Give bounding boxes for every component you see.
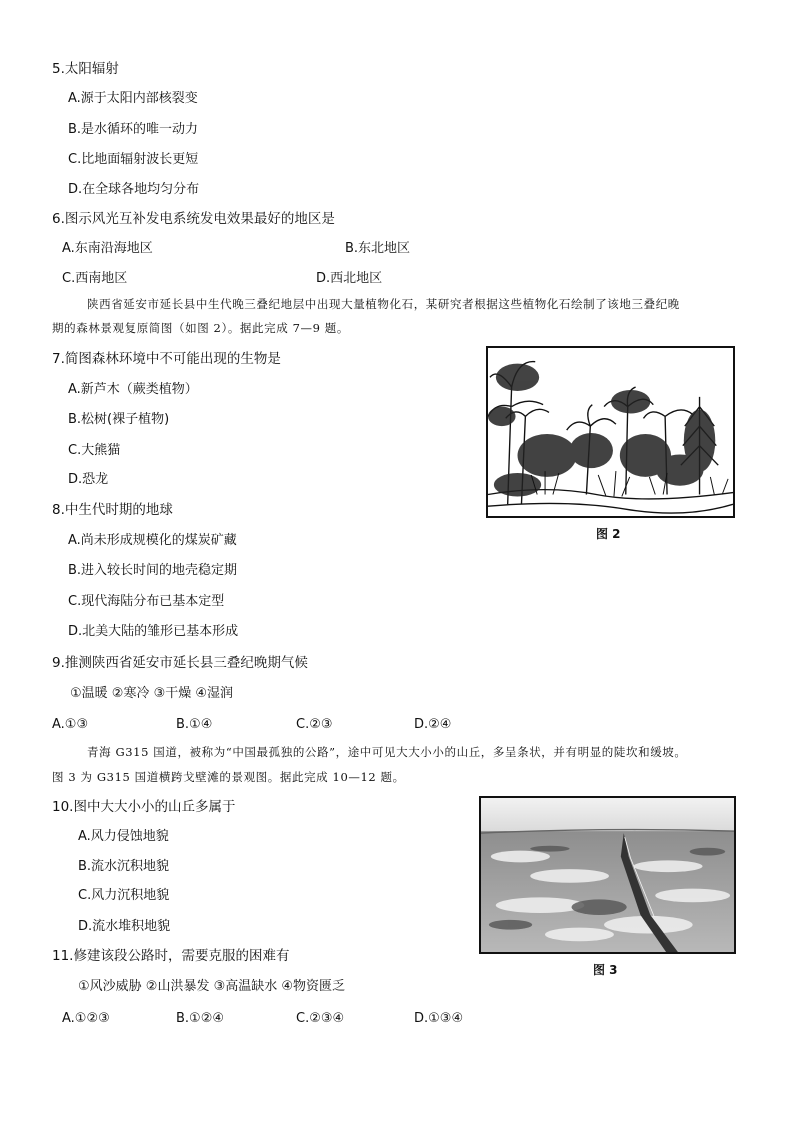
question-6-option-b: B.东北地区 <box>345 241 411 256</box>
question-10-option-d: D.流水堆积地貌 <box>78 919 171 934</box>
question-9-option-b: B.①④ <box>176 717 213 732</box>
question-10-stem: 10.图中大大小小的山丘多属于 <box>52 799 236 815</box>
question-6-option-a: A.东南沿海地区 <box>62 241 153 256</box>
question-7-option-d: D.恐龙 <box>68 472 109 487</box>
question-8-option-b: B.进入较长时间的地壳稳定期 <box>68 563 238 578</box>
question-11-items: ①风沙威胁 ②山洪暴发 ③高温缺水 ④物资匮乏 <box>78 979 346 994</box>
question-9-items: ①温暖 ②寒冷 ③干燥 ④湿润 <box>70 686 234 701</box>
figure-3-desert-road-photo <box>479 796 736 954</box>
question-8-option-a: A.尚未形成规模化的煤炭矿藏 <box>68 533 237 548</box>
question-7-option-b: B.松树(裸子植物) <box>68 412 170 427</box>
question-10-option-a: A.风力侵蚀地貌 <box>78 829 169 844</box>
question-9-option-d: D.②④ <box>414 717 452 732</box>
passage-2-line-1: 青海 G315 国道，被称为“中国最孤独的公路”，途中可见大大小小的山丘，多呈条状，并有明显的陡坎和缓坡。 <box>87 745 687 759</box>
question-6-option-c: C.西南地区 <box>62 271 128 286</box>
question-7-option-c: C.大熊猫 <box>68 443 121 458</box>
question-9-stem: 9.推测陕西省延安市延长县三叠纪晚期气候 <box>52 655 308 671</box>
question-5-option-d: D.在全球各地均匀分布 <box>68 182 200 197</box>
passage-2-line-2: 图 3 为 G315 国道横跨戈壁滩的景观图。据此完成 10—12 题。 <box>52 770 405 784</box>
question-6-stem: 6.图示风光互补发电系统发电效果最好的地区是 <box>52 211 335 227</box>
question-9-option-a: A.①③ <box>52 717 89 732</box>
question-11-option-c: C.②③④ <box>296 1011 345 1026</box>
figure-2-caption: 图 2 <box>596 527 621 541</box>
question-10-option-c: C.风力沉积地貌 <box>78 888 170 903</box>
question-8-option-d: D.北美大陆的雏形已基本形成 <box>68 624 239 639</box>
question-11-stem: 11.修建该段公路时，需要克服的困难有 <box>52 948 290 964</box>
question-7-option-a: A.新芦木（蕨类植物） <box>68 382 198 397</box>
passage-1-line-2: 期的森林景观复原简图（如图 2）。据此完成 7—9 题。 <box>52 321 349 335</box>
question-11-option-d: D.①③④ <box>414 1011 464 1026</box>
question-8-option-c: C.现代海陆分布已基本定型 <box>68 594 225 609</box>
question-6-option-d: D.西北地区 <box>316 271 383 286</box>
question-5-option-b: B.是水循环的唯一动力 <box>68 122 199 137</box>
question-5-stem: 5.太阳辐射 <box>52 61 119 77</box>
question-11-option-a: A.①②③ <box>62 1011 110 1026</box>
question-8-stem: 8.中生代时期的地球 <box>52 502 173 518</box>
question-5-option-c: C.比地面辐射波长更短 <box>68 152 199 167</box>
question-7-stem: 7.简图森林环境中不可能出现的生物是 <box>52 351 281 367</box>
passage-1-line-1: 陕西省延安市延长县中生代晚三叠纪地层中出现大量植物化石，某研究者根据这些植物化石绘制了该地三叠纪晚 <box>87 297 680 311</box>
figure-2-forest-illustration <box>486 346 735 518</box>
question-11-option-b: B.①②④ <box>176 1011 225 1026</box>
question-10-option-b: B.流水沉积地貌 <box>78 859 170 874</box>
question-9-option-c: C.②③ <box>296 717 333 732</box>
question-5-option-a: A.源于太阳内部核裂变 <box>68 91 198 106</box>
figure-3-caption: 图 3 <box>593 963 618 977</box>
